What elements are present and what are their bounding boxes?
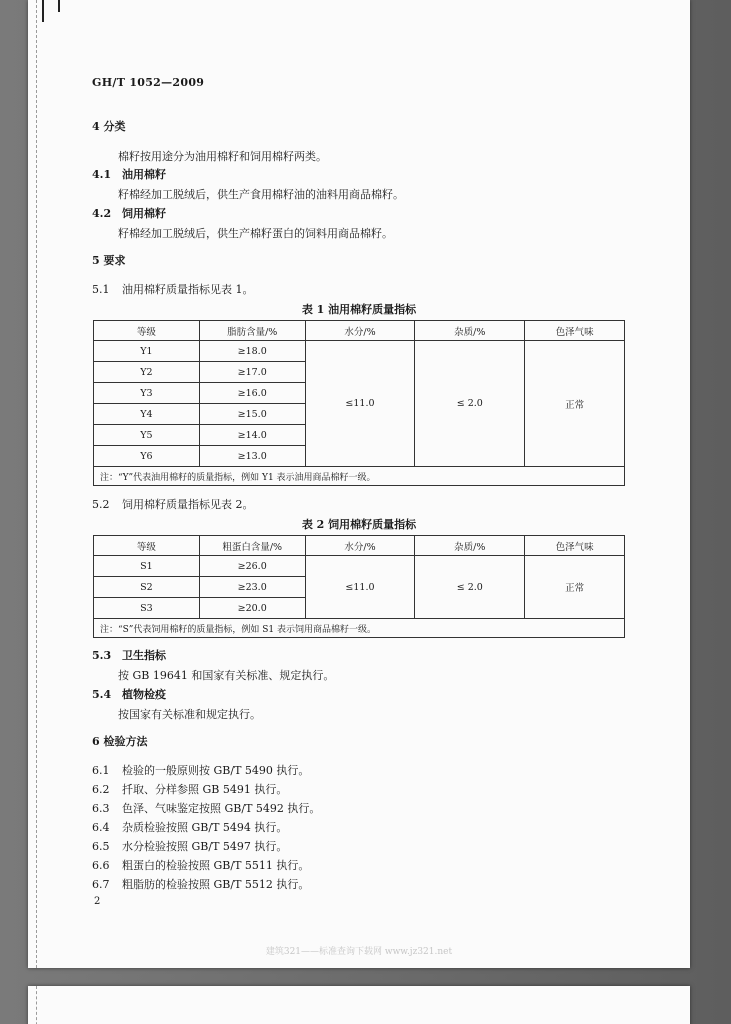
section-title: 饲用棉籽 [122, 207, 166, 220]
section-body: 水分检验按照 GB/T 5497 执行。 [122, 840, 288, 853]
document-page [28, 0, 690, 968]
fat-content-cell: ≥15.0 [199, 404, 305, 425]
section-body: 扦取、分样参照 GB 5491 执行。 [122, 783, 288, 796]
table-2-caption: 表 2 饲用棉籽质量指标 [301, 518, 417, 531]
section-5-3-body: 按 GB 19641 和国家有关标准、规定执行。 [118, 669, 335, 682]
table-1-caption: 表 1 油用棉籽质量指标 [301, 303, 417, 316]
column-header: 等级 [94, 536, 200, 556]
section-5-1 [92, 281, 254, 297]
section-4-1-body: 籽棉经加工脱绒后，供生产食用棉籽油的油料用商品棉籽。 [118, 188, 404, 201]
impurity-cell: ≤ 2.0 [415, 341, 525, 467]
section-body: 油用棉籽质量指标见表 1。 [122, 283, 254, 296]
scan-mark [42, 0, 44, 22]
impurity-cell: ≤ 2.0 [415, 556, 525, 619]
section-number: 5.1 [92, 283, 110, 296]
column-header: 杂质/% [415, 321, 525, 341]
fat-content-cell: ≥16.0 [199, 383, 305, 404]
section-6-title: 6 检验方法 [92, 735, 148, 748]
watermark: 建筑321——标准查询下载网 www.jz321.net [265, 947, 453, 957]
fat-content-cell: ≥14.0 [199, 425, 305, 446]
grade-cell: S3 [94, 598, 200, 619]
next-page [28, 986, 690, 1024]
section-number: 6.4 [92, 821, 110, 834]
section-5-title: 5 要求 [92, 254, 126, 267]
section-5-4-body: 按国家有关标准和规定执行。 [118, 708, 261, 721]
standard-code: GH/T 1052—2009 [92, 76, 205, 89]
list-item [92, 800, 320, 816]
table-header-row [94, 536, 625, 556]
section-title: 卫生指标 [122, 649, 166, 662]
table-2 [93, 535, 625, 638]
grade-cell: Y4 [94, 404, 200, 425]
table-note-row [94, 619, 625, 638]
section-4-2-heading [92, 205, 166, 221]
list-item [92, 876, 309, 892]
moisture-cell: ≤11.0 [305, 556, 415, 619]
fat-content-cell: ≥18.0 [199, 341, 305, 362]
section-body: 饲用棉籽质量指标见表 2。 [122, 498, 254, 511]
section-4-1-heading [92, 166, 166, 182]
grade-cell: S1 [94, 556, 200, 577]
section-number: 6.5 [92, 840, 110, 853]
section-body: 粗蛋白的检验按照 GB/T 5511 执行。 [122, 859, 310, 872]
section-body: 色泽、气味鉴定按照 GB/T 5492 执行。 [122, 802, 321, 815]
protein-content-cell: ≥26.0 [199, 556, 305, 577]
column-header: 水分/% [305, 321, 415, 341]
grade-cell: Y2 [94, 362, 200, 383]
protein-content-cell: ≥23.0 [199, 577, 305, 598]
grade-cell: Y6 [94, 446, 200, 467]
column-header: 脂肪含量/% [199, 321, 305, 341]
section-number: 4.1 [92, 168, 112, 181]
column-header: 水分/% [305, 536, 415, 556]
list-item [92, 838, 287, 854]
grade-cell: S2 [94, 577, 200, 598]
section-number: 6.1 [92, 764, 110, 777]
list-item [92, 857, 309, 873]
column-header: 杂质/% [415, 536, 525, 556]
table-note-row [94, 467, 625, 486]
section-title: 植物检疫 [122, 688, 166, 701]
moisture-cell: ≤11.0 [305, 341, 415, 467]
section-5-4-heading [92, 686, 166, 702]
column-header: 色泽气味 [525, 321, 625, 341]
table-row [94, 341, 625, 362]
section-number: 4.2 [92, 207, 112, 220]
binding-margin [36, 0, 41, 968]
color-odor-cell: 正常 [525, 556, 625, 619]
section-number: 5.4 [92, 688, 112, 701]
section-title: 油用棉籽 [122, 168, 166, 181]
section-number: 5.2 [92, 498, 110, 511]
column-header: 等级 [94, 321, 200, 341]
section-5-2 [92, 496, 254, 512]
section-body: 杂质检验按照 GB/T 5494 执行。 [122, 821, 288, 834]
list-item [92, 819, 287, 835]
table-note: 注：“S”代表饲用棉籽的质量指标，例如 S1 表示饲用商品棉籽一级。 [94, 619, 625, 638]
grade-cell: Y3 [94, 383, 200, 404]
list-item [92, 762, 309, 778]
fat-content-cell: ≥13.0 [199, 446, 305, 467]
list-item [92, 781, 287, 797]
scan-mark [58, 0, 60, 12]
section-number: 6.6 [92, 859, 110, 872]
section-4-2-body: 籽棉经加工脱绒后，供生产棉籽蛋白的饲料用商品棉籽。 [118, 227, 393, 240]
section-number: 5.3 [92, 649, 112, 662]
table-1 [93, 320, 625, 486]
grade-cell: Y5 [94, 425, 200, 446]
binding-margin [36, 986, 41, 1024]
protein-content-cell: ≥20.0 [199, 598, 305, 619]
section-number: 6.3 [92, 802, 110, 815]
section-number: 6.7 [92, 878, 110, 891]
fat-content-cell: ≥17.0 [199, 362, 305, 383]
section-body: 检验的一般原则按 GB/T 5490 执行。 [122, 764, 310, 777]
table-note: 注：“Y”代表油用棉籽的质量指标，例如 Y1 表示油用商品棉籽一级。 [94, 467, 625, 486]
section-number: 6.2 [92, 783, 110, 796]
section-5-3-heading [92, 647, 166, 663]
section-4-intro: 棉籽按用途分为油用棉籽和饲用棉籽两类。 [118, 150, 327, 163]
section-4-title: 4 分类 [92, 120, 126, 133]
color-odor-cell: 正常 [525, 341, 625, 467]
grade-cell: Y1 [94, 341, 200, 362]
column-header: 粗蛋白含量/% [199, 536, 305, 556]
column-header: 色泽气味 [525, 536, 625, 556]
table-header-row [94, 321, 625, 341]
table-row [94, 556, 625, 577]
page-number: 2 [94, 896, 101, 907]
section-body: 粗脂肪的检验按照 GB/T 5512 执行。 [122, 878, 310, 891]
